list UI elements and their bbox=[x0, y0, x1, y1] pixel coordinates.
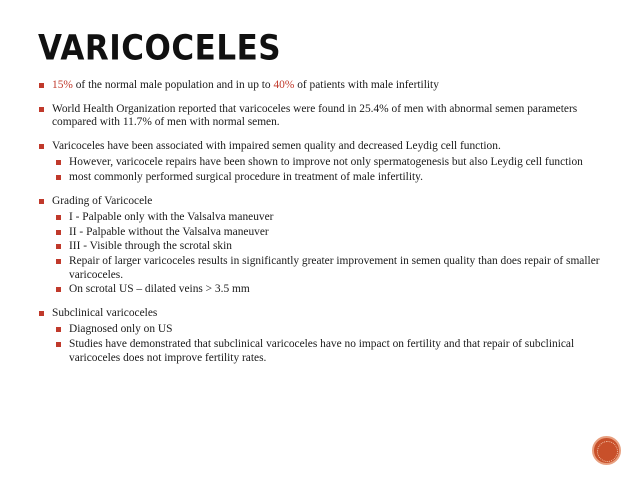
bullet-text: Varicoceles have been associated with impaired semen quality and decreased Leydig cell function. bbox=[52, 139, 501, 152]
percent-highlight: 15% bbox=[52, 79, 73, 91]
sub-bullet-text: II - Palpable without the Valsalva maneuver bbox=[69, 225, 269, 238]
bullet-text: of the normal male population and in up to bbox=[72, 79, 274, 91]
square-bullet-icon bbox=[39, 144, 44, 149]
bullet-item bbox=[38, 140, 608, 154]
sub-bullet-item bbox=[55, 226, 608, 240]
sub-bullet-item bbox=[55, 323, 608, 337]
bullet-text: of patients with male infertility bbox=[294, 79, 439, 91]
sub-bullet-text: Studies have demonstrated that subclinical varicoceles have no impact on fertility and that repair of subclinical varicoceles does not improve fertility rates. bbox=[69, 337, 575, 364]
bullet-item bbox=[38, 79, 608, 93]
square-bullet-icon bbox=[56, 287, 61, 292]
sub-bullet-text: III - Visible through the scrotal skin bbox=[69, 240, 232, 253]
sub-bullet-text: However, varicocele repairs have been shown to improve not only spermatogenesis but also Leydig cell function bbox=[69, 156, 583, 169]
square-bullet-icon bbox=[56, 160, 61, 165]
square-bullet-icon bbox=[56, 342, 61, 347]
bullet-list bbox=[38, 79, 608, 366]
sub-bullet-item bbox=[55, 283, 608, 297]
slide-title: VARICOCELES bbox=[38, 28, 282, 69]
sub-bullet-text: Repair of larger varicoceles results in significantly greater improvement in semen quality than does repair of smaller varicoceles. bbox=[69, 254, 600, 281]
square-bullet-icon bbox=[56, 327, 61, 332]
square-bullet-icon bbox=[56, 215, 61, 220]
sub-bullet-item bbox=[55, 211, 608, 225]
sub-bullet-item bbox=[55, 171, 608, 185]
sub-bullet-item bbox=[55, 240, 608, 254]
sub-bullet-item bbox=[55, 255, 608, 282]
square-bullet-icon bbox=[39, 199, 44, 204]
percent-highlight: 40% bbox=[273, 79, 295, 91]
square-bullet-icon bbox=[39, 83, 44, 88]
square-bullet-icon bbox=[56, 244, 61, 249]
bullet-item bbox=[38, 307, 608, 321]
sub-bullet-text: Diagnosed only on US bbox=[69, 323, 173, 336]
sub-bullet-text: On scrotal US – dilated veins > 3.5 mm bbox=[69, 283, 250, 296]
sub-bullet-text: I - Palpable only with the Valsalva maneuver bbox=[69, 211, 274, 224]
square-bullet-icon bbox=[56, 259, 61, 264]
sub-bullet-text: most commonly performed surgical procedure in treatment of male infertility. bbox=[69, 170, 423, 183]
square-bullet-icon bbox=[39, 311, 44, 316]
sub-bullet-item bbox=[55, 156, 608, 170]
bullet-text: Grading of Varicocele bbox=[52, 194, 153, 207]
square-bullet-icon bbox=[56, 230, 61, 235]
sub-bullet-item bbox=[55, 338, 608, 365]
bullet-item bbox=[38, 195, 608, 209]
bullet-item bbox=[38, 103, 608, 130]
bullet-text: Subclinical varicoceles bbox=[52, 306, 158, 319]
square-bullet-icon bbox=[39, 107, 44, 112]
decorative-circle-icon bbox=[592, 436, 621, 465]
bullet-text: World Health Organization reported that varicoceles were found in 25.4% of men with abnormal semen parameters compared with 11.7% of men with normal semen. bbox=[52, 102, 578, 129]
square-bullet-icon bbox=[56, 175, 61, 180]
